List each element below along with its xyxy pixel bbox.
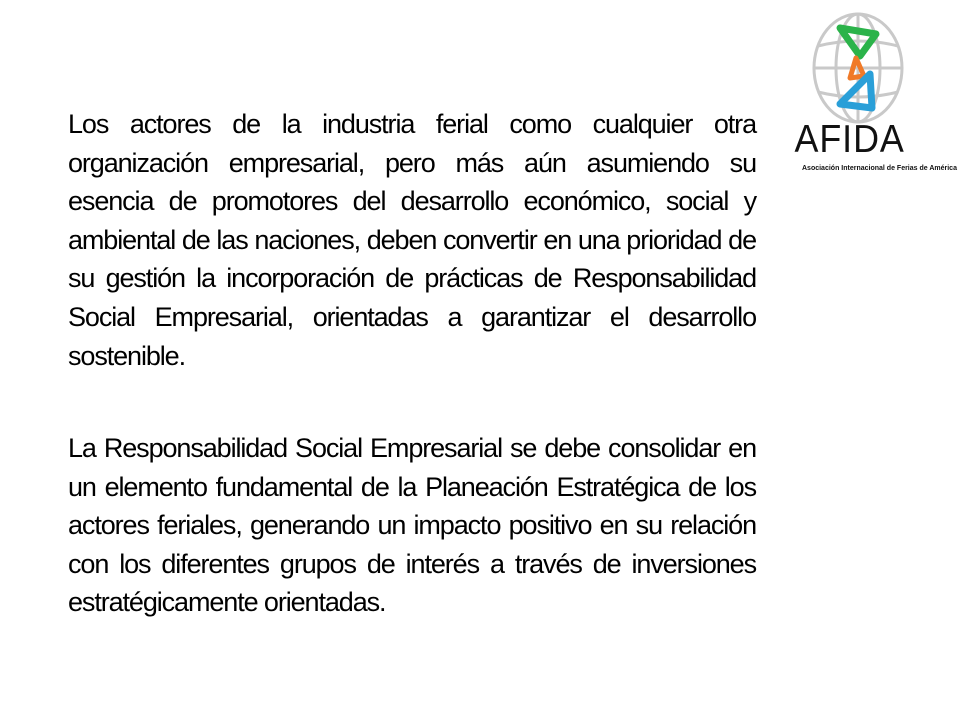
afida-logo [788, 8, 957, 186]
globe-icon [788, 8, 928, 128]
logo-subtitle: Asociación Internacional de Ferias de América [802, 165, 957, 172]
paragraph-1: Los actores de la industria ferial como cualquier otra organización empresarial, pero más aún asumiendo su esencia de promotores del desarrollo económico, social y ambiental de las naciones, deben convertir en una prioridad de su gestión la incorporación de prácticas de Responsabilidad Social Empresarial, orientadas a garantizar el desarrollo sostenible. [68, 109, 756, 371]
paragraph-2: La Responsabilidad Social Empresarial se debe consolidar en un elemento fundamental de la Planeación Estratégica de los actores feriales, generando un impacto positivo en su relación con los diferentes grupos de interés a través de inversiones estratégicamente orientadas. [68, 433, 756, 618]
logo-wordmark: AFIDA [794, 118, 905, 161]
